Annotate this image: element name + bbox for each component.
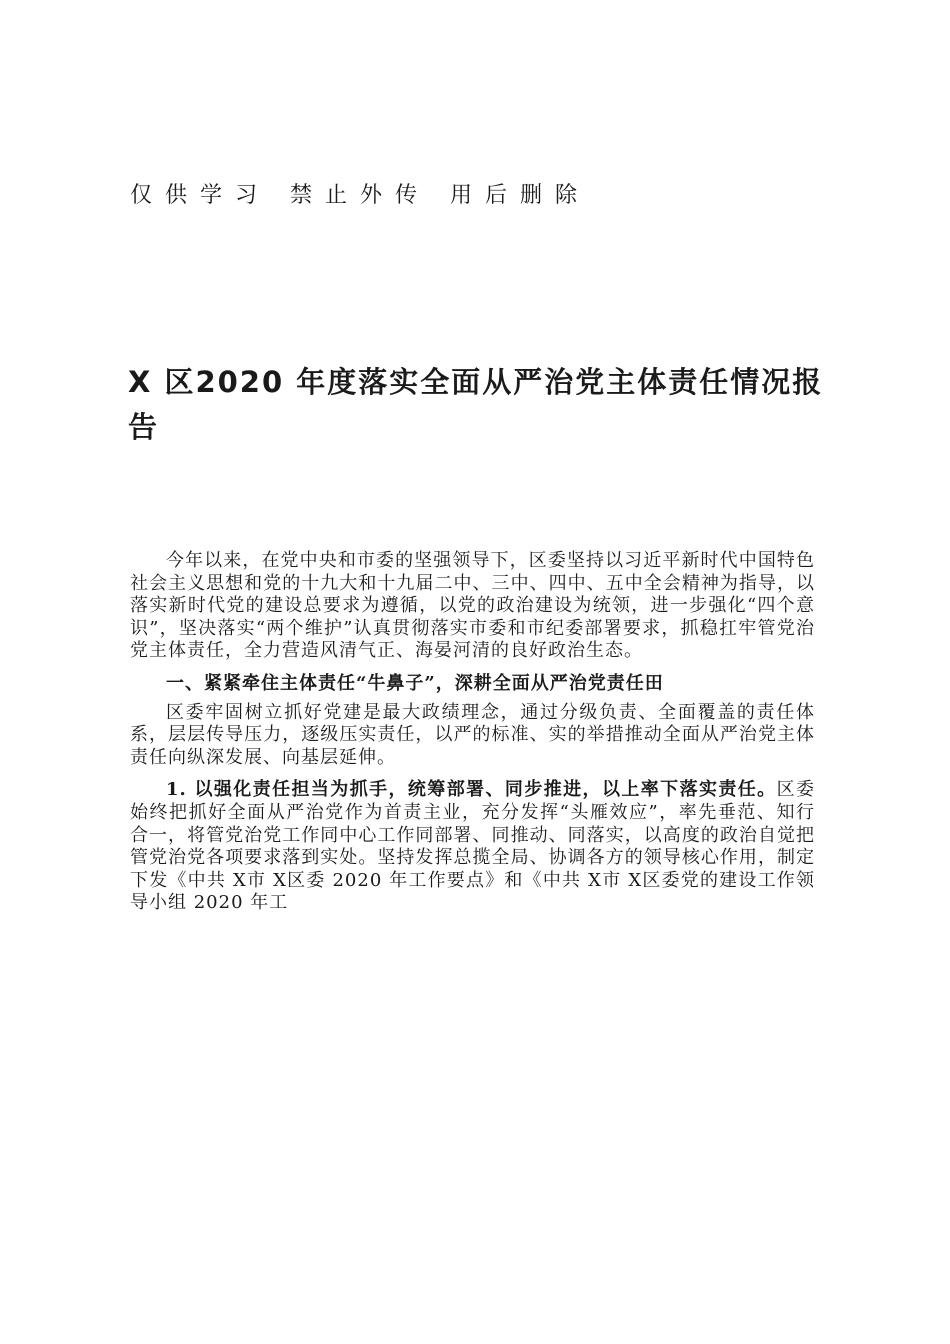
section-1-paragraph: 区委牢固树立抓好党建是最大政绩理念，通过分级负责、全面覆盖的责任体系，层层传导压力，逐级压实责任，以严的标准、实的举措推动全面从严治党主体责任向纵深发展、向基层延伸。 xyxy=(130,701,815,768)
header-notice: 仅供学习 禁止外传 用后删除 xyxy=(130,183,590,208)
section-heading-1: 一、紧紧牵住主体责任“牛鼻子”，深耕全面从严治党责任田 xyxy=(166,672,664,694)
subsection-1-text: 区委始终把抓好全面从严治党作为首责主业，充分发挥“头雁效应”，率先垂范、知行合一，将管党治党工作同中心工作同部署、同推动、同落实，以高度的政治自觉把管党治党各项要求落到实处。坚持发挥总揽全局、协调各方的领导核心作用，制定下发《中共 X市 X区委 2020 年工作要点》和《中共 X市 X区委党的建设工作领导小组 2020 年工 xyxy=(130,779,815,914)
document-title: X 区2020 年度落实全面从严治党主体责任情况报告 xyxy=(128,365,824,444)
document-body xyxy=(130,550,815,915)
intro-paragraph: 今年以来，在党中央和市委的坚强领导下，区委坚持以习近平新时代中国特色社会主义思想和党的十九大和十九届二中、三中、四中、五中全会精神为指导，以落实新时代党的建设总要求为遵循，以党的政治建设为统领，进一步强化“四个意识”，坚决落实“两个维护”认真贯彻落实市委和市纪委部署要求，抓稳扛牢管党治党主体责任，全力营造风清气正、海晏河清的良好政治生态。 xyxy=(130,550,815,662)
subsection-1-paragraph xyxy=(130,779,815,915)
subsection-1-heading: 1. 以强化责任担当为抓手，统筹部署、同步推进，以上率下落实责任。 xyxy=(166,779,777,801)
